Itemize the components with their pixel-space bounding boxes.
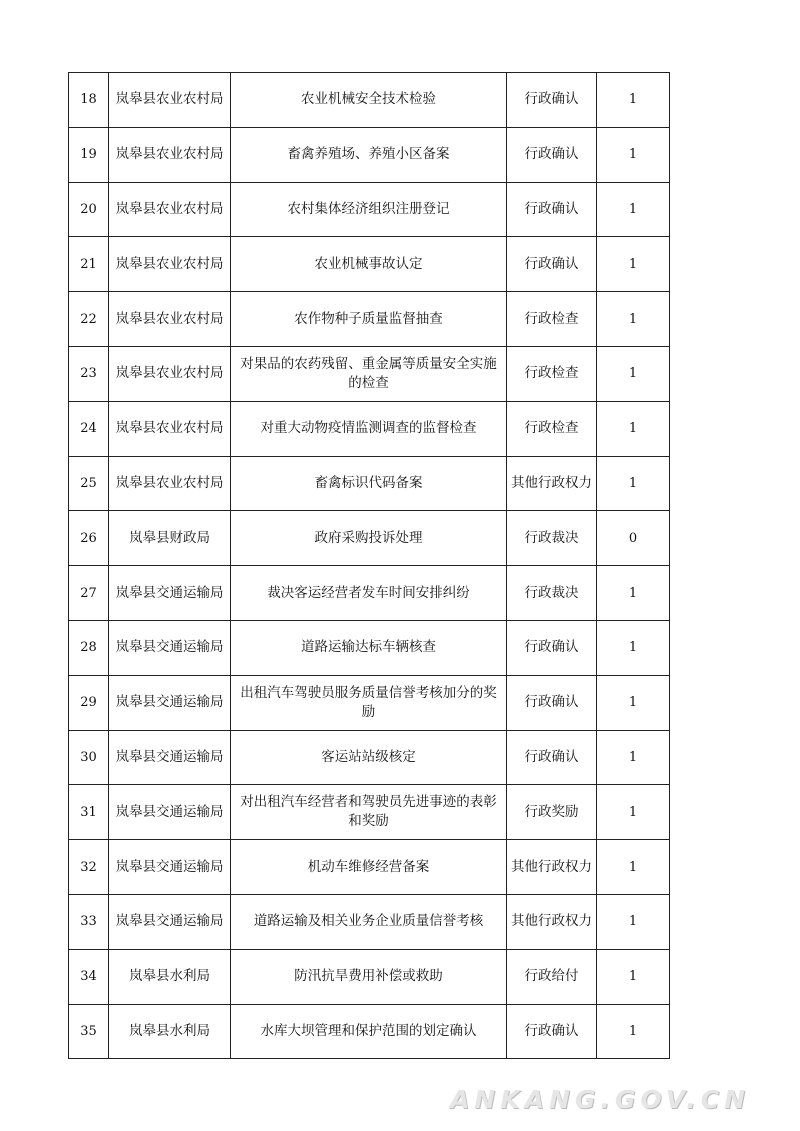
department-cell: 岚皋县交通运输局 <box>109 675 231 730</box>
power-list-table <box>68 72 670 1059</box>
power-type-cell: 行政奖励 <box>507 785 597 840</box>
power-type-cell: 行政给付 <box>507 949 597 1004</box>
power-type-cell: 行政检查 <box>507 346 597 401</box>
row-number: 35 <box>69 1004 109 1059</box>
row-number: 34 <box>69 949 109 1004</box>
table-row <box>69 346 670 401</box>
department-cell: 岚皋县交通运输局 <box>109 785 231 840</box>
count-cell: 1 <box>597 949 670 1004</box>
row-number: 32 <box>69 840 109 895</box>
power-type-cell: 行政检查 <box>507 292 597 347</box>
count-cell: 1 <box>597 73 670 128</box>
row-number: 21 <box>69 237 109 292</box>
power-type-cell: 行政确认 <box>507 1004 597 1059</box>
count-cell: 1 <box>597 237 670 292</box>
power-type-cell: 行政确认 <box>507 730 597 785</box>
department-cell: 岚皋县财政局 <box>109 511 231 566</box>
count-cell: 1 <box>597 894 670 949</box>
item-name-cell: 防汛抗旱费用补偿或救助 <box>231 949 507 1004</box>
row-number: 30 <box>69 730 109 785</box>
row-number: 29 <box>69 675 109 730</box>
row-number: 33 <box>69 894 109 949</box>
count-cell: 1 <box>597 456 670 511</box>
power-type-cell: 行政确认 <box>507 127 597 182</box>
department-cell: 岚皋县农业农村局 <box>109 292 231 347</box>
table-row <box>69 292 670 347</box>
item-name-cell: 水库大坝管理和保护范围的划定确认 <box>231 1004 507 1059</box>
item-name-cell: 机动车维修经营备案 <box>231 840 507 895</box>
table-row <box>69 127 670 182</box>
count-cell: 1 <box>597 566 670 621</box>
item-name-cell: 农业机械安全技术检验 <box>231 73 507 128</box>
row-number: 26 <box>69 511 109 566</box>
count-cell: 1 <box>597 346 670 401</box>
department-cell: 岚皋县农业农村局 <box>109 456 231 511</box>
table-row <box>69 949 670 1004</box>
table-row <box>69 1004 670 1059</box>
department-cell: 岚皋县农业农村局 <box>109 182 231 237</box>
power-type-cell: 行政裁决 <box>507 566 597 621</box>
department-cell: 岚皋县交通运输局 <box>109 840 231 895</box>
count-cell: 1 <box>597 620 670 675</box>
row-number: 28 <box>69 620 109 675</box>
row-number: 23 <box>69 346 109 401</box>
table-row <box>69 401 670 456</box>
item-name-cell: 畜禽标识代码备案 <box>231 456 507 511</box>
row-number: 27 <box>69 566 109 621</box>
table-row <box>69 620 670 675</box>
item-name-cell: 农业机械事故认定 <box>231 237 507 292</box>
department-cell: 岚皋县农业农村局 <box>109 73 231 128</box>
item-name-cell: 农村集体经济组织注册登记 <box>231 182 507 237</box>
table-row <box>69 456 670 511</box>
item-name-cell: 客运站站级核定 <box>231 730 507 785</box>
department-cell: 岚皋县水利局 <box>109 1004 231 1059</box>
power-type-cell: 其他行政权力 <box>507 840 597 895</box>
count-cell: 1 <box>597 401 670 456</box>
site-watermark: ANKANG.GOV.CN <box>449 1085 750 1114</box>
department-cell: 岚皋县农业农村局 <box>109 401 231 456</box>
item-name-cell: 裁决客运经营者发车时间安排纠纷 <box>231 566 507 621</box>
table-row <box>69 566 670 621</box>
count-cell: 1 <box>597 675 670 730</box>
row-number: 19 <box>69 127 109 182</box>
item-name-cell: 对重大动物疫情监测调查的监督检查 <box>231 401 507 456</box>
item-name-cell: 政府采购投诉处理 <box>231 511 507 566</box>
power-type-cell: 行政确认 <box>507 675 597 730</box>
department-cell: 岚皋县交通运输局 <box>109 620 231 675</box>
table-row <box>69 840 670 895</box>
department-cell: 岚皋县水利局 <box>109 949 231 1004</box>
row-number: 22 <box>69 292 109 347</box>
power-type-cell: 行政确认 <box>507 73 597 128</box>
count-cell: 1 <box>597 785 670 840</box>
table-row <box>69 785 670 840</box>
count-cell: 1 <box>597 127 670 182</box>
power-type-cell: 其他行政权力 <box>507 456 597 511</box>
row-number: 18 <box>69 73 109 128</box>
count-cell: 1 <box>597 730 670 785</box>
count-cell: 1 <box>597 840 670 895</box>
power-type-cell: 其他行政权力 <box>507 894 597 949</box>
row-number: 25 <box>69 456 109 511</box>
count-cell: 1 <box>597 182 670 237</box>
item-name-cell: 农作物种子质量监督抽查 <box>231 292 507 347</box>
department-cell: 岚皋县农业农村局 <box>109 237 231 292</box>
power-type-cell: 行政确认 <box>507 182 597 237</box>
power-type-cell: 行政确认 <box>507 237 597 292</box>
table-row <box>69 730 670 785</box>
table-row <box>69 182 670 237</box>
power-type-cell: 行政确认 <box>507 620 597 675</box>
table-row <box>69 237 670 292</box>
department-cell: 岚皋县农业农村局 <box>109 127 231 182</box>
item-name-cell: 出租汽车驾驶员服务质量信誉考核加分的奖励 <box>231 675 507 730</box>
table-row <box>69 73 670 128</box>
table-row <box>69 675 670 730</box>
department-cell: 岚皋县交通运输局 <box>109 894 231 949</box>
count-cell: 0 <box>597 511 670 566</box>
row-number: 20 <box>69 182 109 237</box>
department-cell: 岚皋县交通运输局 <box>109 730 231 785</box>
department-cell: 岚皋县交通运输局 <box>109 566 231 621</box>
row-number: 31 <box>69 785 109 840</box>
item-name-cell: 道路运输及相关业务企业质量信誉考核 <box>231 894 507 949</box>
count-cell: 1 <box>597 1004 670 1059</box>
row-number: 24 <box>69 401 109 456</box>
power-type-cell: 行政检查 <box>507 401 597 456</box>
power-type-cell: 行政裁决 <box>507 511 597 566</box>
item-name-cell: 畜禽养殖场、养殖小区备案 <box>231 127 507 182</box>
department-cell: 岚皋县农业农村局 <box>109 346 231 401</box>
item-name-cell: 道路运输达标车辆核查 <box>231 620 507 675</box>
item-name-cell: 对果品的农药残留、重金属等质量安全实施的检查 <box>231 346 507 401</box>
count-cell: 1 <box>597 292 670 347</box>
table-row <box>69 894 670 949</box>
table-row <box>69 511 670 566</box>
item-name-cell: 对出租汽车经营者和驾驶员先进事迹的表彰和奖励 <box>231 785 507 840</box>
